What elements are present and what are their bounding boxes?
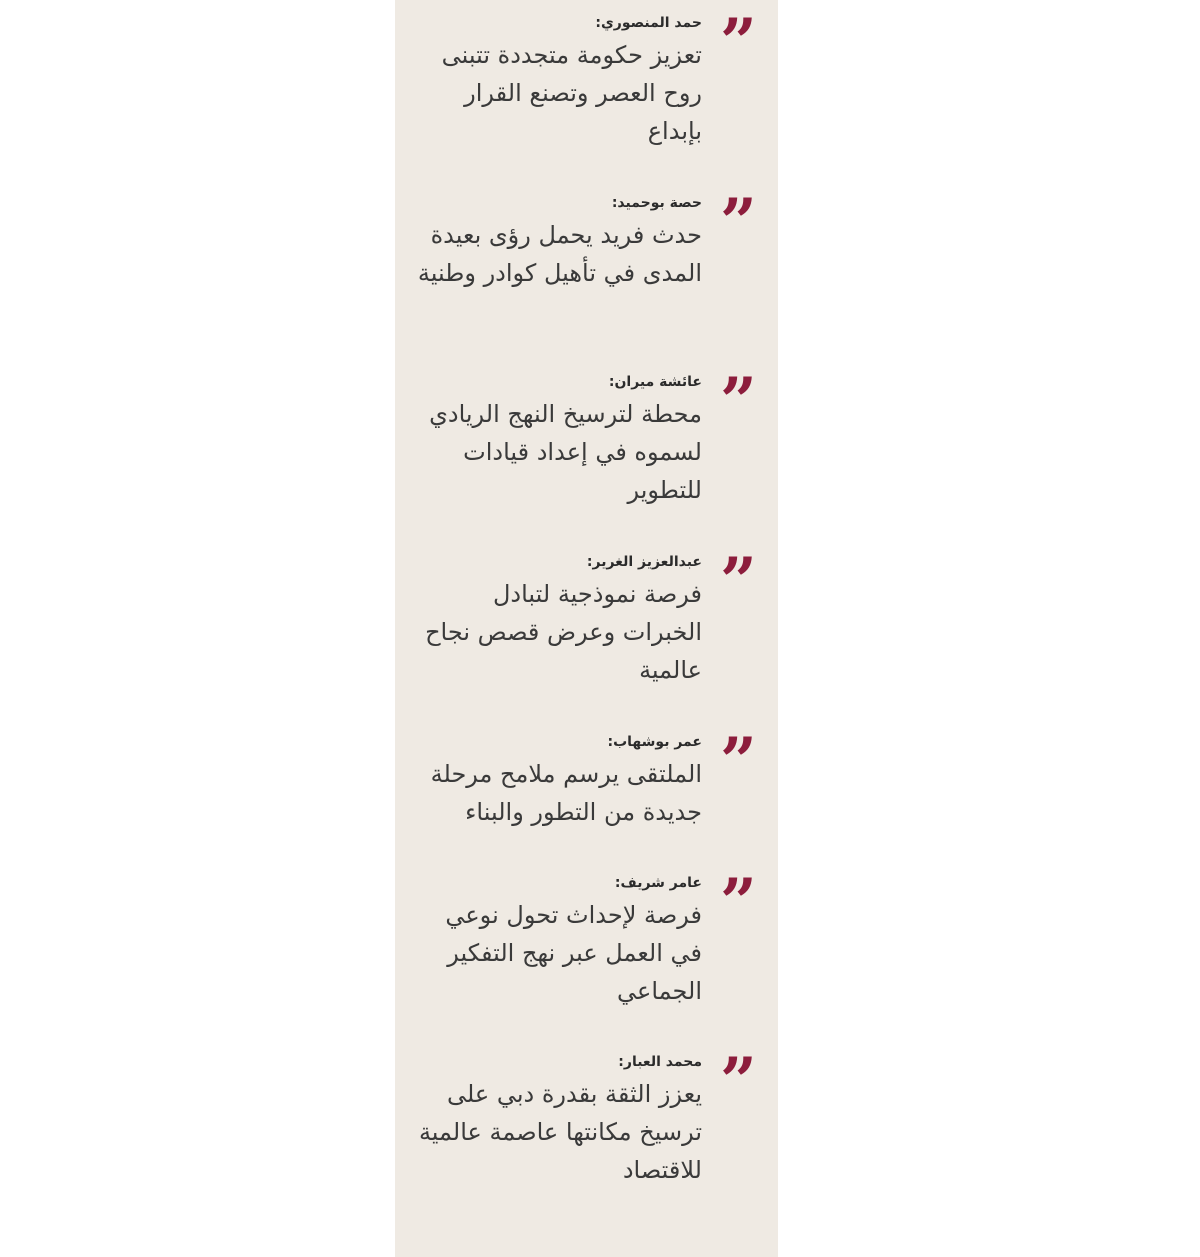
svg-text:”: ”	[720, 6, 757, 50]
quote-speaker: حصة بوحميد:	[611, 195, 702, 211]
quote-item	[395, 545, 778, 723]
svg-text:”: ”	[720, 725, 757, 769]
quote-text: حدث فريد يحمل رؤى بعيدة المدى في تأهيل كوادر وطنية	[417, 221, 702, 287]
closing-quote-icon	[720, 186, 760, 230]
closing-quote-icon	[720, 545, 760, 589]
quotes-column	[395, 0, 778, 1257]
quote-item	[395, 365, 778, 543]
svg-text:”: ”	[720, 1045, 757, 1089]
svg-text:”: ”	[720, 365, 757, 409]
quote-speaker: حمد المنصوري:	[595, 15, 702, 31]
quote-speaker: محمد العبار:	[618, 1054, 702, 1070]
quote-item	[395, 1045, 778, 1223]
closing-quote-icon	[720, 1045, 760, 1089]
quote-text: فرصة نموذجية لتبادل الخبرات وعرض قصص نجاح عالمية	[425, 580, 702, 684]
svg-text:”: ”	[720, 866, 757, 910]
quote-item	[395, 6, 778, 184]
quote-speaker: عبدالعزيز الغرير:	[586, 554, 702, 570]
quote-text: يعزز الثقة بقدرة دبي على ترسيخ مكانتها عاصمة عالمية للاقتصاد	[418, 1080, 702, 1184]
quote-text: تعزيز حكومة متجددة تتبنى روح العصر وتصنع القرار بإبداع	[441, 41, 702, 145]
quote-speaker: عائشة ميران:	[608, 374, 702, 390]
quote-speaker: عامر شريف:	[614, 875, 702, 891]
quote-text: الملتقى يرسم ملامح مرحلة جديدة من التطور والبناء	[430, 760, 702, 826]
closing-quote-icon	[720, 866, 760, 910]
closing-quote-icon	[720, 725, 760, 769]
closing-quote-icon	[720, 6, 760, 50]
quote-speaker: عمر بوشهاب:	[607, 734, 702, 750]
quote-item	[395, 866, 778, 1044]
quote-text: فرصة لإحداث تحول نوعي في العمل عبر نهج التفكير الجماعي	[445, 901, 702, 1005]
quote-text: محطة لترسيخ النهج الريادي لسموه في إعداد قيادات للتطوير	[429, 400, 702, 504]
quote-item	[395, 186, 778, 364]
svg-text:”: ”	[720, 545, 757, 589]
closing-quote-icon	[720, 365, 760, 409]
svg-text:”: ”	[720, 186, 757, 230]
